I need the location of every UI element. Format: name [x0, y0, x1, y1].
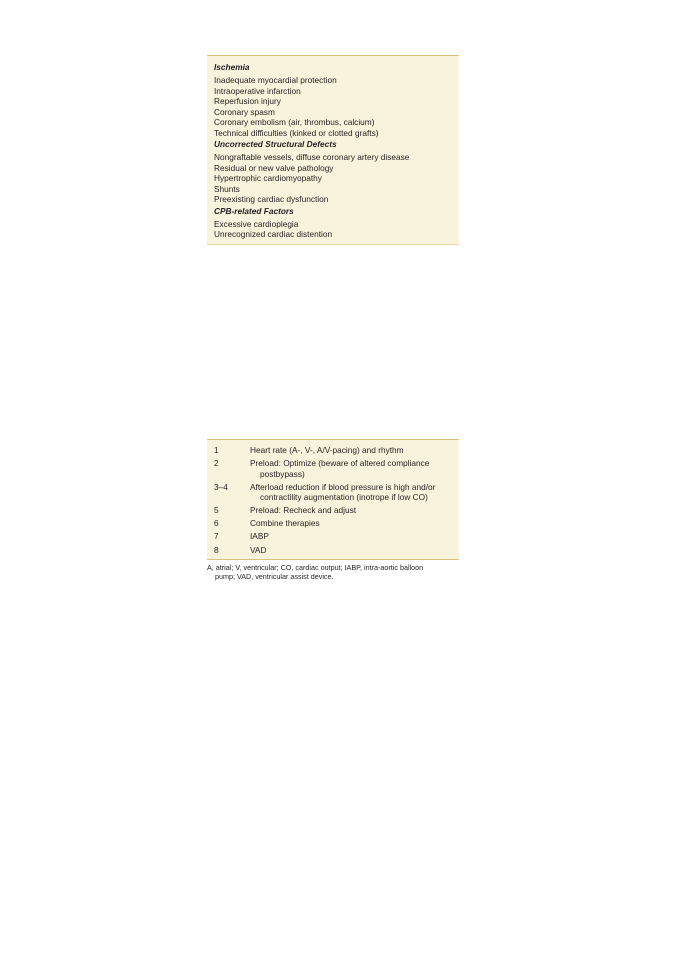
list-item: Coronary embolism (air, thrombus, calcium)	[214, 117, 375, 127]
list-item: Shunts	[214, 183, 240, 194]
step-number: 5	[214, 505, 219, 516]
list-item: Hypertrophic cardiomyopathy	[214, 173, 322, 183]
step-description: VAD	[250, 544, 267, 555]
section-heading: Ischemia	[214, 62, 250, 72]
step-description: Preload: Optimize (beware of altered compliance	[250, 458, 430, 469]
step-description: Combine therapies	[250, 518, 320, 529]
table-row	[207, 518, 459, 529]
step-description: IABP	[250, 531, 269, 542]
list-item: Unrecognized cardiac distention	[214, 229, 333, 239]
step-description: Preload: Recheck and adjust	[250, 505, 357, 516]
list-item: Nongraftable vessels, diffuse coronary artery disease	[214, 152, 410, 162]
section-structural-defects	[214, 139, 459, 205]
table-row	[207, 545, 459, 556]
table-row	[207, 482, 459, 503]
table-row	[207, 531, 459, 542]
step-number: 6	[214, 518, 219, 529]
treatment-steps-table	[207, 439, 459, 560]
list-item: Technical difficulties (kinked or clotted grafts)	[214, 127, 379, 138]
section-ischemia	[214, 62, 459, 138]
step-number: 2	[214, 458, 219, 469]
causes-table	[207, 55, 459, 245]
table-footnote	[207, 563, 467, 581]
list-item: Coronary spasm	[214, 106, 275, 117]
step-description: Heart rate (A-, V-, A/V-pacing) and rhythm	[250, 445, 404, 455]
step-number: 7	[214, 531, 219, 542]
table-row	[207, 445, 459, 456]
step-description-continued: contractility augmentation (inotrope if low CO)	[260, 492, 428, 503]
step-number: 8	[214, 544, 219, 555]
step-description-continued: postbypass)	[260, 468, 305, 479]
section-heading: CPB-related Factors	[214, 205, 294, 216]
section-cpb-factors	[214, 206, 459, 240]
list-item: Reperfusion injury	[214, 96, 281, 106]
list-item: Excessive cardioplegia	[214, 218, 299, 229]
table-row	[207, 505, 459, 516]
step-number: 3–4	[214, 481, 228, 492]
list-item: Preexisting cardiac dysfunction	[214, 194, 329, 204]
list-item: Inadequate myocardial protection	[214, 75, 337, 85]
footnote-line-continued: pump; VAD, ventricular assist device.	[215, 572, 334, 582]
list-item: Intraoperative infarction	[214, 85, 301, 96]
step-description: Afterload reduction if blood pressure is high and/or	[250, 481, 436, 492]
footnote-line: A, atrial; V, ventricular; CO, cardiac output; IABP, intra-aortic balloon	[207, 563, 424, 572]
table-row	[207, 458, 459, 479]
step-number: 1	[214, 445, 219, 455]
section-heading: Uncorrected Structural Defects	[214, 139, 337, 149]
list-item: Residual or new valve pathology	[214, 162, 334, 173]
